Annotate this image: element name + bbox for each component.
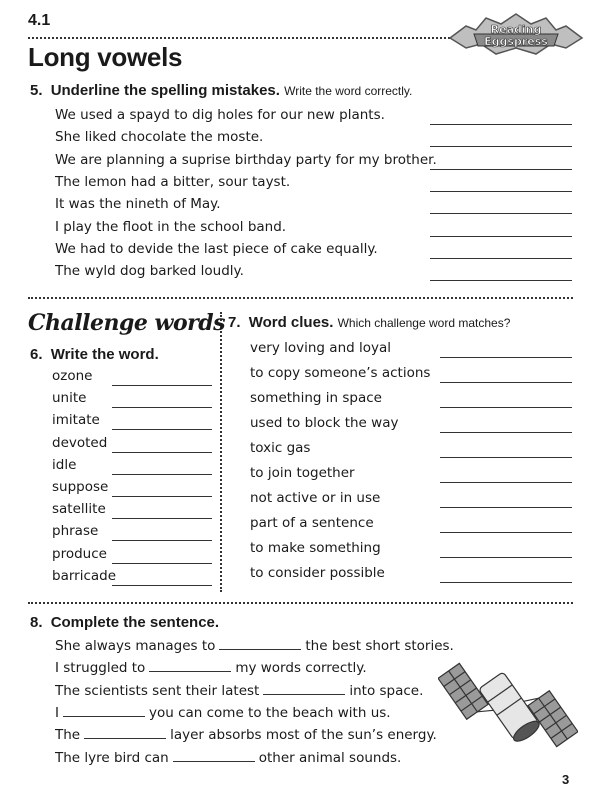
section5-instruction: Write the word correctly.	[284, 84, 413, 98]
section7-title: Word clues.	[248, 314, 334, 331]
satellite-illustration	[438, 635, 578, 775]
section7-answer-line[interactable]	[440, 457, 572, 458]
section8-sentence-start: She always manages to	[55, 638, 216, 654]
logo-text-eggspress: Eggspress	[484, 35, 548, 48]
section6-heading	[30, 346, 159, 363]
section7-answer-line[interactable]	[440, 507, 572, 508]
section8-sentence-end: the best short stories.	[305, 638, 454, 654]
section8-sentence-end: my words correctly.	[235, 660, 367, 677]
section7-answer-line[interactable]	[440, 407, 572, 408]
section7-answer-line[interactable]	[440, 357, 572, 358]
section7-answer-line[interactable]	[440, 532, 572, 533]
section5-sentence: We are planning a suprise birthday party for my brother.	[55, 151, 437, 168]
section6-answer-line[interactable]	[112, 429, 212, 430]
section7-clue: toxic gas	[250, 440, 311, 456]
section6-answer-line[interactable]	[112, 585, 212, 586]
section7-number: 7.	[228, 314, 241, 331]
section6-answer-line[interactable]	[112, 452, 212, 453]
section8-sentence-end: layer absorbs most of the sun’s energy.	[170, 727, 437, 744]
section6-answer-line[interactable]	[112, 407, 212, 408]
section5-sentence: The lemon had a bitter, sour tayst.	[55, 173, 291, 190]
section7-clue: not active or in use	[250, 490, 381, 506]
section7-clue: something in space	[250, 390, 382, 406]
page-number: 3	[562, 772, 570, 787]
section8-heading	[30, 614, 219, 631]
section5-title: Underline the spelling mistakes.	[50, 82, 280, 99]
divider-bottom	[28, 602, 573, 604]
section8-blank[interactable]	[63, 705, 145, 717]
section6-word: phrase	[52, 523, 99, 540]
section8-sentence-start: The scientists sent their latest	[55, 682, 260, 699]
challenge-words-title: Challenge words	[28, 310, 225, 336]
section7-answer-line[interactable]	[440, 382, 572, 383]
section8-blank[interactable]	[263, 683, 345, 695]
unit-number: 4.1	[28, 12, 51, 29]
section5-answer-line[interactable]	[430, 236, 572, 237]
section8-blank[interactable]	[84, 727, 166, 739]
section7-answer-line[interactable]	[440, 482, 572, 483]
section6-word: satellite	[52, 501, 106, 518]
section6-word: devoted	[52, 434, 108, 451]
section5-answer-line[interactable]	[430, 213, 572, 214]
section7-heading	[228, 314, 510, 331]
section6-answer-line[interactable]	[112, 563, 212, 564]
divider-vertical	[220, 312, 222, 592]
section6-answer-line[interactable]	[112, 496, 212, 497]
section5-heading	[30, 82, 412, 99]
section7-clue: to make something	[250, 540, 381, 556]
section6-word: imitate	[52, 412, 100, 429]
section8-blank[interactable]	[149, 660, 231, 672]
top-dotted-rule	[28, 37, 458, 39]
section8-sentence	[55, 750, 401, 766]
section7-answer-line[interactable]	[440, 432, 572, 433]
section8-sentence	[55, 727, 437, 743]
section8-sentence	[55, 638, 454, 654]
section7-clue: to consider possible	[250, 565, 385, 581]
section5-number: 5.	[30, 82, 43, 99]
section7-clue: very loving and loyal	[250, 340, 392, 356]
section8-sentence	[55, 705, 391, 721]
section7-clue: part of a sentence	[250, 515, 374, 531]
section5-answer-line[interactable]	[430, 169, 572, 170]
section8-sentence-start: I struggled to	[55, 660, 146, 677]
section8-sentence-end: you can come to the beach with us.	[148, 704, 391, 721]
section7-answer-line[interactable]	[440, 582, 572, 583]
page-title: Long vowels	[28, 42, 183, 72]
section7-answer-line[interactable]	[440, 557, 572, 558]
section5-answer-line[interactable]	[430, 124, 572, 125]
section5-sentence: The wyld dog barked loudly.	[55, 263, 244, 280]
section6-word: idle	[52, 456, 77, 473]
section5-sentence: It was the nineth of May.	[55, 196, 221, 213]
section6-word: unite	[52, 390, 87, 407]
section8-sentence-end: other animal sounds.	[258, 749, 402, 766]
section8-sentence	[55, 683, 423, 699]
section5-answer-line[interactable]	[430, 258, 572, 259]
section8-sentence	[55, 660, 367, 676]
section5-sentence: I play the floot in the school band.	[55, 218, 287, 235]
section5-sentence: She liked chocolate the moste.	[55, 129, 264, 146]
section6-answer-line[interactable]	[112, 385, 212, 386]
section5-answer-line[interactable]	[430, 280, 572, 281]
section5-sentence: We used a spayd to dig holes for our new plants.	[55, 107, 385, 123]
section5-answer-line[interactable]	[430, 146, 572, 147]
section8-title: Complete the sentence.	[50, 614, 220, 631]
section7-clue: to copy someone’s actions	[250, 365, 431, 381]
reading-eggspress-logo	[446, 8, 586, 60]
logo-text-reading: Reading	[490, 23, 542, 36]
section6-word: produce	[52, 545, 107, 562]
section6-answer-line[interactable]	[112, 474, 212, 475]
section6-word: suppose	[52, 479, 109, 495]
section8-sentence-start: The	[55, 727, 81, 744]
section6-word: ozone	[52, 368, 93, 384]
section8-sentence-start: The lyre bird can	[55, 749, 169, 766]
section6-answer-line[interactable]	[112, 540, 212, 541]
section6-word: barricade	[52, 567, 117, 584]
section6-number: 6.	[30, 346, 43, 363]
section5-sentence: We had to devide the last piece of cake equally.	[55, 240, 378, 257]
divider-top	[28, 297, 573, 299]
section8-blank[interactable]	[173, 750, 255, 762]
section8-sentence-start: I	[55, 704, 59, 721]
section6-title: Write the word.	[50, 346, 159, 363]
section7-instruction: Which challenge word matches?	[337, 316, 511, 330]
section7-clue: used to block the way	[250, 415, 399, 431]
section7-clue: to join together	[250, 465, 355, 481]
section8-blank[interactable]	[219, 638, 301, 650]
section5-answer-line[interactable]	[430, 191, 572, 192]
section6-answer-line[interactable]	[112, 518, 212, 519]
section8-sentence-end: into space.	[349, 682, 424, 699]
section8-number: 8.	[30, 614, 43, 631]
